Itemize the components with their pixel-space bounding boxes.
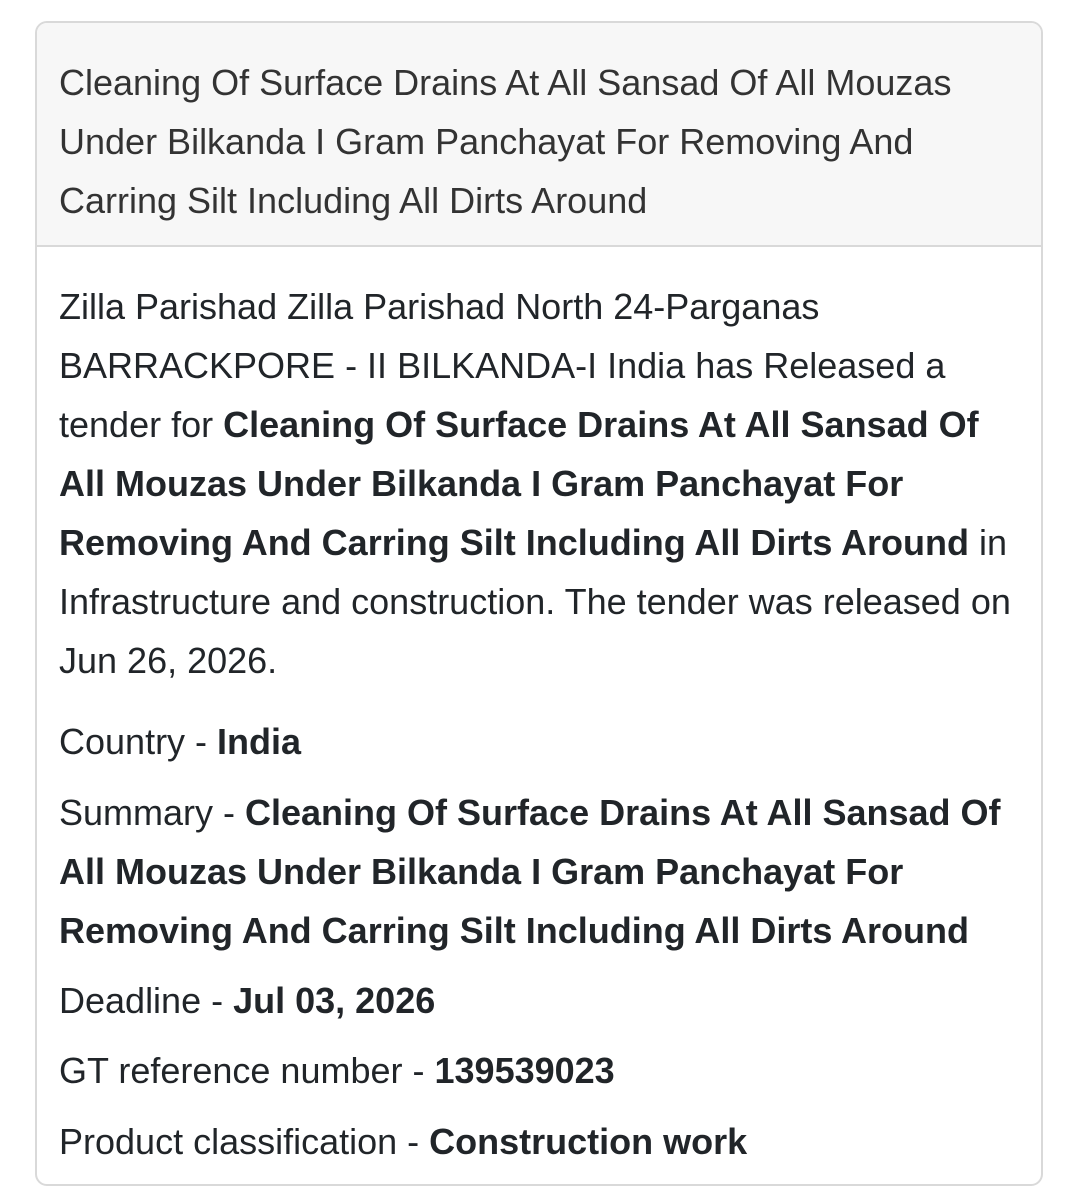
product-classification-label: Product classification - [59,1121,430,1162]
tender-header [37,23,1041,247]
tender-title-bold: Cleaning Of Surface Drains At All Sansad Of All Mouzas Under Bilkanda I Gram Panchayat For Removing And Carring Silt Including All Dirts Around [59,404,979,563]
gt-reference-value: 139539023 [434,1050,615,1091]
country-field [59,712,1019,771]
deadline-field [59,971,1019,1030]
deadline-label: Deadline - [59,980,234,1021]
country-value: India [217,721,302,762]
tender-header-title: Cleaning Of Surface Drains At All Sansad Of All Mouzas Under Bilkanda I Gram Panchayat For Removing And Carring Silt Including All Dirts Around [59,62,952,221]
deadline-value: Jul 03, 2026 [233,980,436,1021]
gt-reference-label: GT reference number - [59,1050,435,1091]
tender-org: Zilla Parishad Zilla Parishad North 24-Parganas BARRACKPORE - II BILKANDA-I India [59,286,820,386]
tender-sector-text: in Infrastructure and construction. The tender was released on Jun 26, 2026. [59,522,1011,681]
tender-body [37,247,1041,1171]
country-label: Country - [59,721,218,762]
product-classification-field [59,1112,1019,1171]
product-classification-value: Construction work [429,1121,748,1162]
tender-released-text: has Released a tender for [59,345,946,445]
gt-reference-field [59,1041,1019,1100]
summary-value: Cleaning Of Surface Drains At All Sansad Of All Mouzas Under Bilkanda I Gram Panchayat For Removing And Carring Silt Including All Dirts Around [59,792,1001,951]
tender-card [35,21,1043,1186]
tender-description [59,247,1019,690]
summary-label: Summary - [59,792,246,833]
summary-field [59,783,1019,960]
